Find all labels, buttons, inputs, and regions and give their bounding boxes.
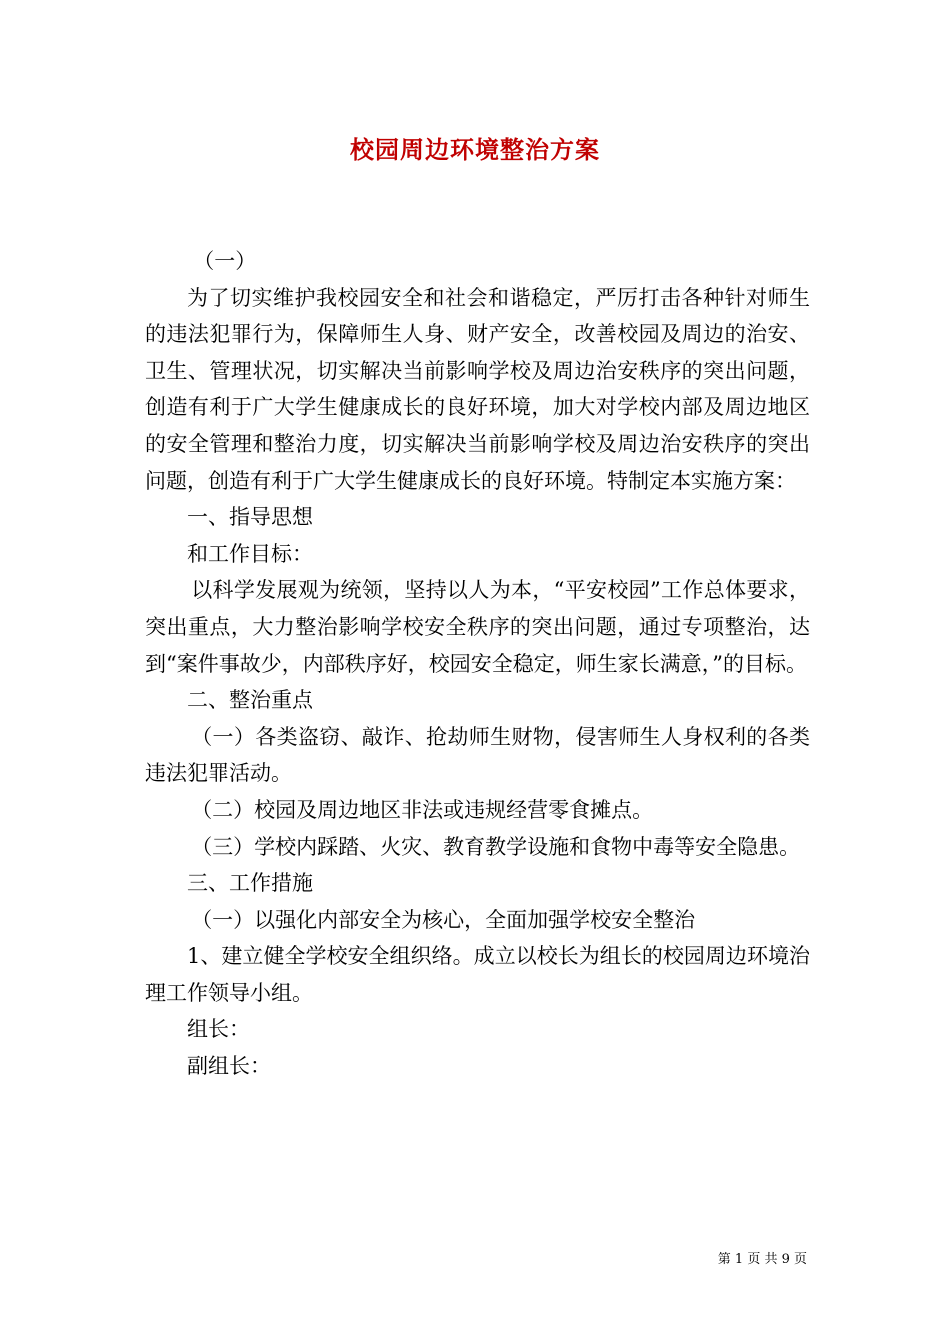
heading-guiding-thought: 一、指导思想 (187, 505, 313, 530)
measure-1-heading: （一）以强化内部安全为核心，全面加强学校安全整治 (191, 907, 696, 932)
key-point-2: （二）校园及周边地区非法或违规经营零食摊点。 (191, 797, 654, 822)
document-body (145, 243, 810, 1085)
goal-paragraph: 以科学发展观为统领，坚持以人为本，“平安校园”工作总体要求，突出重点，大力整治影响学校安全秩序的突出问题，通过专项整治，达到“案件事故少，内部秩序好，校园安全稳定，师生家长满意，”的目标。 (145, 578, 810, 676)
heading-key-points: 二、整治重点 (187, 688, 313, 713)
deputy-leader-label: 副组长： (187, 1054, 271, 1079)
leader-label: 组长： (187, 1017, 250, 1042)
key-point-3: （三）学校内踩踏、火灾、教育教学设施和食物中毒等安全隐患。 (191, 834, 801, 859)
intro-paragraph: 为了切实维护我校园安全和社会和谐稳定，严厉打击各种针对师生的违法犯罪行为，保障师生人身、财产安全，改善校园及周边的治安、卫生、管理状况，切实解决当前影响学校及周边治安秩序的突出问题，创造有利于广大学生健康成长的良好环境，加大对学校内部及周边地区的安全管理和整治力度，切实解决当前影响学校及周边治安秩序的突出问题，创造有利于广大学生健康成长的良好环境。特制定本实施方案： (145, 285, 810, 493)
document-title: 校园周边环境整治方案 (350, 135, 600, 164)
measure-1-item-1: 1、建立健全学校安全组织络。成立以校长为组长的校园周边环境治理工作领导小组。 (145, 944, 810, 1005)
key-point-1: （一）各类盗窃、敲诈、抢劫师生财物，侵害师生人身权利的各类违法犯罪活动。 (145, 724, 810, 786)
section-marker: （一） (193, 249, 257, 273)
page-number: 第 1 页 共 9 页 (717, 1252, 807, 1267)
heading-work-goal: 和工作目标： (187, 541, 313, 566)
heading-measures: 三、工作措施 (187, 871, 313, 896)
